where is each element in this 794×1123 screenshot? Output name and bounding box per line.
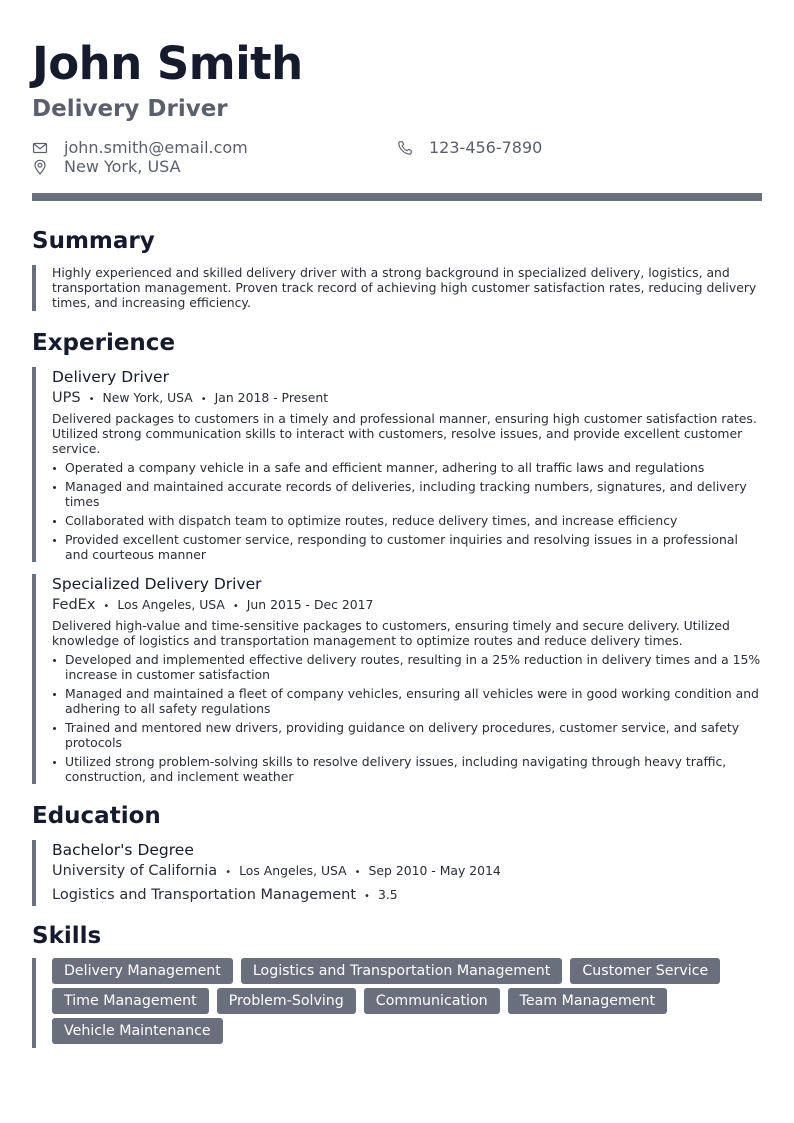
education-field-meta	[52, 886, 762, 906]
experience-item	[32, 367, 762, 562]
education-item	[32, 840, 762, 906]
phone-icon	[397, 140, 413, 156]
job-dates: Jan 2018 - Present	[214, 390, 329, 405]
header-divider	[32, 193, 762, 201]
list-item: Collaborated with dispatch team to optimize routes, reduce delivery times, and increase efficiency	[52, 513, 762, 528]
email-text[interactable]: john.smith@email.com	[64, 138, 248, 157]
separator-dot: •	[354, 867, 361, 878]
mail-icon	[32, 140, 48, 156]
map-pin-icon	[32, 159, 48, 175]
skill-tag: Logistics and Transportation Management	[241, 958, 563, 984]
list-item: Developed and implemented effective delivery routes, resulting in a 25% reduction in delivery times and a 15% increase in customer satisfaction	[52, 652, 762, 682]
job-meta	[52, 596, 762, 616]
job-bullets	[52, 652, 762, 784]
job-title: Specialized Delivery Driver	[52, 575, 262, 593]
job-location: Los Angeles, USA	[117, 597, 225, 612]
degree-title: Bachelor's Degree	[52, 841, 194, 859]
phone-text[interactable]: 123-456-7890	[429, 138, 543, 157]
skills-heading: Skills	[32, 923, 102, 949]
field-of-study: Logistics and Transportation Management	[52, 887, 357, 903]
candidate-name: John Smith	[32, 37, 303, 90]
job-bullets	[52, 460, 762, 562]
skill-tag: Team Management	[508, 988, 667, 1014]
skill-tag: Delivery Management	[52, 958, 233, 984]
job-dates: Jun 2015 - Dec 2017	[246, 597, 374, 612]
skills-tags	[52, 958, 762, 1044]
summary-block	[32, 265, 762, 311]
separator-dot: •	[364, 891, 370, 902]
summary-text: Highly experienced and skilled delivery driver with a strong background in specialized delivery, logistics, and transportation management. Proven track record of achieving high customer satisfaction rates, reducing delivery times, and increasing efficiency.	[52, 265, 757, 310]
list-item: Managed and maintained accurate records of deliveries, including tracking numbers, signatures, and delivery times	[52, 479, 762, 509]
job-description: Delivered high-value and time-sensitive packages to customers, ensuring timely and secure delivery. Utilized knowledge of logistics and transportation management to optimize routes and reduce delivery times.	[52, 618, 730, 648]
skill-tag: Vehicle Maintenance	[52, 1018, 223, 1044]
education-heading: Education	[32, 803, 161, 829]
separator-dot: •	[103, 601, 110, 612]
separator-dot: •	[88, 394, 95, 405]
candidate-role: Delivery Driver	[32, 96, 228, 122]
experience-item	[32, 574, 762, 784]
separator-dot: •	[232, 601, 239, 612]
list-item: Managed and maintained a fleet of company vehicles, ensuring all vehicles were in good working condition and adhering to all safety regulations	[52, 686, 762, 716]
separator-dot: •	[225, 867, 232, 878]
location-text: New York, USA	[64, 157, 181, 176]
skill-tag: Communication	[364, 988, 500, 1014]
experience-heading: Experience	[32, 330, 176, 356]
job-company: FedEx	[52, 597, 96, 613]
contact-email[interactable]	[32, 138, 248, 157]
gpa: 3.5	[377, 887, 398, 902]
job-description: Delivered packages to customers in a timely and professional manner, ensuring high customer satisfaction rates. Utilized strong communication skills to interact with customers, resolve issues, and provide excellent customer service.	[52, 411, 757, 456]
school-location: Los Angeles, USA	[239, 863, 347, 878]
list-item: Provided excellent customer service, responding to customer inquiries and resolving issues in a professional and courteous manner	[52, 532, 762, 562]
skill-tag: Customer Service	[570, 958, 720, 984]
job-meta	[52, 389, 762, 409]
summary-heading: Summary	[32, 228, 155, 254]
contact-location	[32, 157, 181, 176]
contact-phone[interactable]	[397, 138, 542, 157]
separator-dot: •	[200, 394, 207, 405]
list-item: Utilized strong problem-solving skills to resolve delivery issues, including navigating through heavy traffic, construction, and inclement weather	[52, 754, 762, 784]
contact-info	[32, 138, 762, 180]
education-dates: Sep 2010 - May 2014	[368, 863, 501, 878]
job-location: New York, USA	[102, 390, 193, 405]
job-title: Delivery Driver	[52, 368, 169, 386]
list-item: Trained and mentored new drivers, providing guidance on delivery procedures, customer service, and safety protocols	[52, 720, 762, 750]
job-company: UPS	[52, 390, 81, 406]
list-item: Operated a company vehicle in a safe and efficient manner, adhering to all traffic laws and regulations	[52, 460, 762, 475]
skill-tag: Problem-Solving	[217, 988, 356, 1014]
education-meta	[52, 862, 762, 882]
skill-tag: Time Management	[52, 988, 209, 1014]
skills-block	[32, 958, 762, 1048]
school-name: University of California	[52, 863, 218, 879]
